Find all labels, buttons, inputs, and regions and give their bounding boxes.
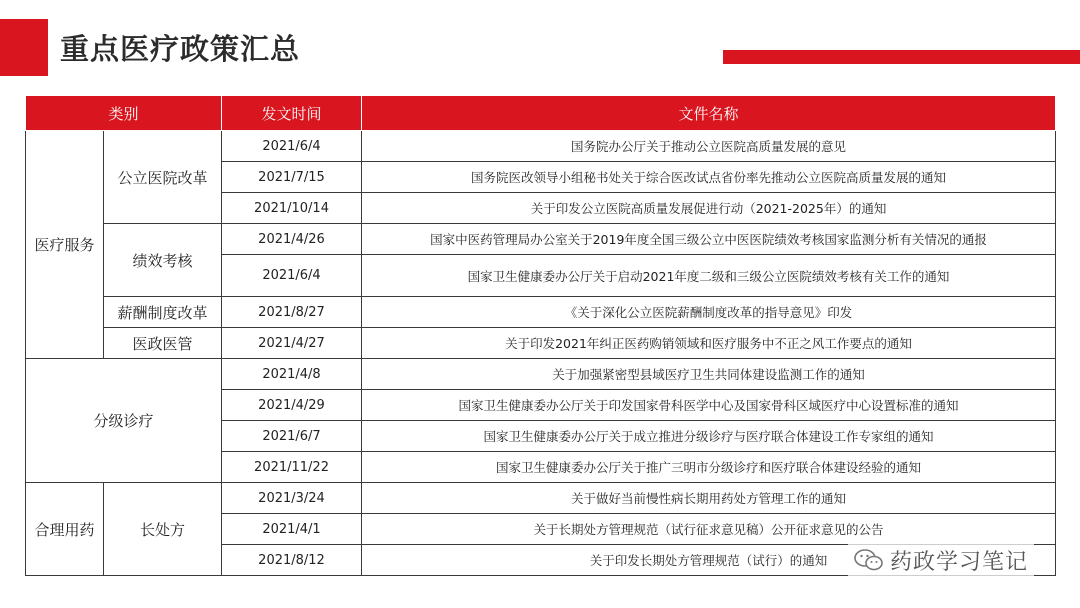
date-cell: 2021/4/29 xyxy=(222,390,362,421)
doc-cell: 关于印发长期处方管理规范（试行）的通知 xyxy=(362,545,1056,576)
doc-cell: 关于印发2021年纠正医药购销领域和医疗服务中不正之风工作要点的通知 xyxy=(362,328,1056,359)
category-label: 合理用药 xyxy=(26,483,104,576)
date-cell: 2021/3/24 xyxy=(222,483,362,514)
doc-cell: 国务院医改领导小组秘书处关于综合医改试点省份率先推动公立医院高质量发展的通知 xyxy=(362,162,1056,193)
subcategory-label: 公立医院改革 xyxy=(104,131,222,224)
date-cell: 2021/10/14 xyxy=(222,193,362,224)
date-cell: 2021/6/4 xyxy=(222,255,362,297)
title-accent-block xyxy=(0,19,48,76)
doc-cell: 国家中医药管理局办公室关于2019年度全国三级公立中医医院绩效考核国家监测分析有关情况的通报 xyxy=(362,224,1056,255)
doc-cell: 关于长期处方管理规范（试行征求意见稿）公开征求意见的公告 xyxy=(362,514,1056,545)
table-header-row xyxy=(26,96,1056,131)
category-label: 医疗服务 xyxy=(26,131,104,359)
date-cell: 2021/8/12 xyxy=(222,545,362,576)
doc-cell: 国家卫生健康委办公厅关于印发国家骨科医学中心及国家骨科区域医疗中心设置标准的通知 xyxy=(362,390,1056,421)
doc-cell: 关于印发公立医院高质量发展促进行动（2021-2025年）的通知 xyxy=(362,193,1056,224)
doc-cell: 《关于深化公立医院薪酬制度改革的指导意见》印发 xyxy=(362,297,1056,328)
doc-cell: 国家卫生健康委办公厅关于启动2021年度二级和三级公立医院绩效考核有关工作的通知 xyxy=(362,255,1056,297)
subcategory-label: 绩效考核 xyxy=(104,224,222,297)
table-row xyxy=(26,224,1056,255)
doc-cell: 国务院办公厅关于推动公立医院高质量发展的意见 xyxy=(362,131,1056,162)
date-cell: 2021/8/27 xyxy=(222,297,362,328)
watermark-text: 药政学习笔记 xyxy=(890,549,1029,575)
table-row xyxy=(26,297,1056,328)
date-cell: 2021/6/4 xyxy=(222,131,362,162)
date-cell: 2021/7/15 xyxy=(222,162,362,193)
date-cell: 2021/11/22 xyxy=(222,452,362,483)
date-cell: 2021/4/27 xyxy=(222,328,362,359)
policy-table xyxy=(25,95,1056,576)
table-row xyxy=(26,483,1056,514)
date-cell: 2021/4/1 xyxy=(222,514,362,545)
title-accent-bar xyxy=(723,50,1080,64)
page-title: 重点医疗政策汇总 xyxy=(60,32,301,66)
subcategory-label: 薪酬制度改革 xyxy=(104,297,222,328)
header-date: 发文时间 xyxy=(222,96,362,131)
table-row xyxy=(26,359,1056,390)
date-cell: 2021/4/8 xyxy=(222,359,362,390)
wechat-logo-icon xyxy=(854,548,884,572)
category-label: 分级诊疗 xyxy=(26,359,222,483)
watermark xyxy=(848,540,1034,580)
table-row xyxy=(26,328,1056,359)
header-category: 类别 xyxy=(26,96,222,131)
date-cell: 2021/6/7 xyxy=(222,421,362,452)
header-doc: 文件名称 xyxy=(362,96,1056,131)
doc-cell: 国家卫生健康委办公厅关于推广三明市分级诊疗和医疗联合体建设经验的通知 xyxy=(362,452,1056,483)
date-cell: 2021/4/26 xyxy=(222,224,362,255)
doc-cell: 关于做好当前慢性病长期用药处方管理工作的通知 xyxy=(362,483,1056,514)
doc-cell: 关于加强紧密型县域医疗卫生共同体建设监测工作的通知 xyxy=(362,359,1056,390)
subcategory-label: 长处方 xyxy=(104,483,222,576)
doc-cell: 国家卫生健康委办公厅关于成立推进分级诊疗与医疗联合体建设工作专家组的通知 xyxy=(362,421,1056,452)
subcategory-label: 医政医管 xyxy=(104,328,222,359)
table-row xyxy=(26,131,1056,162)
